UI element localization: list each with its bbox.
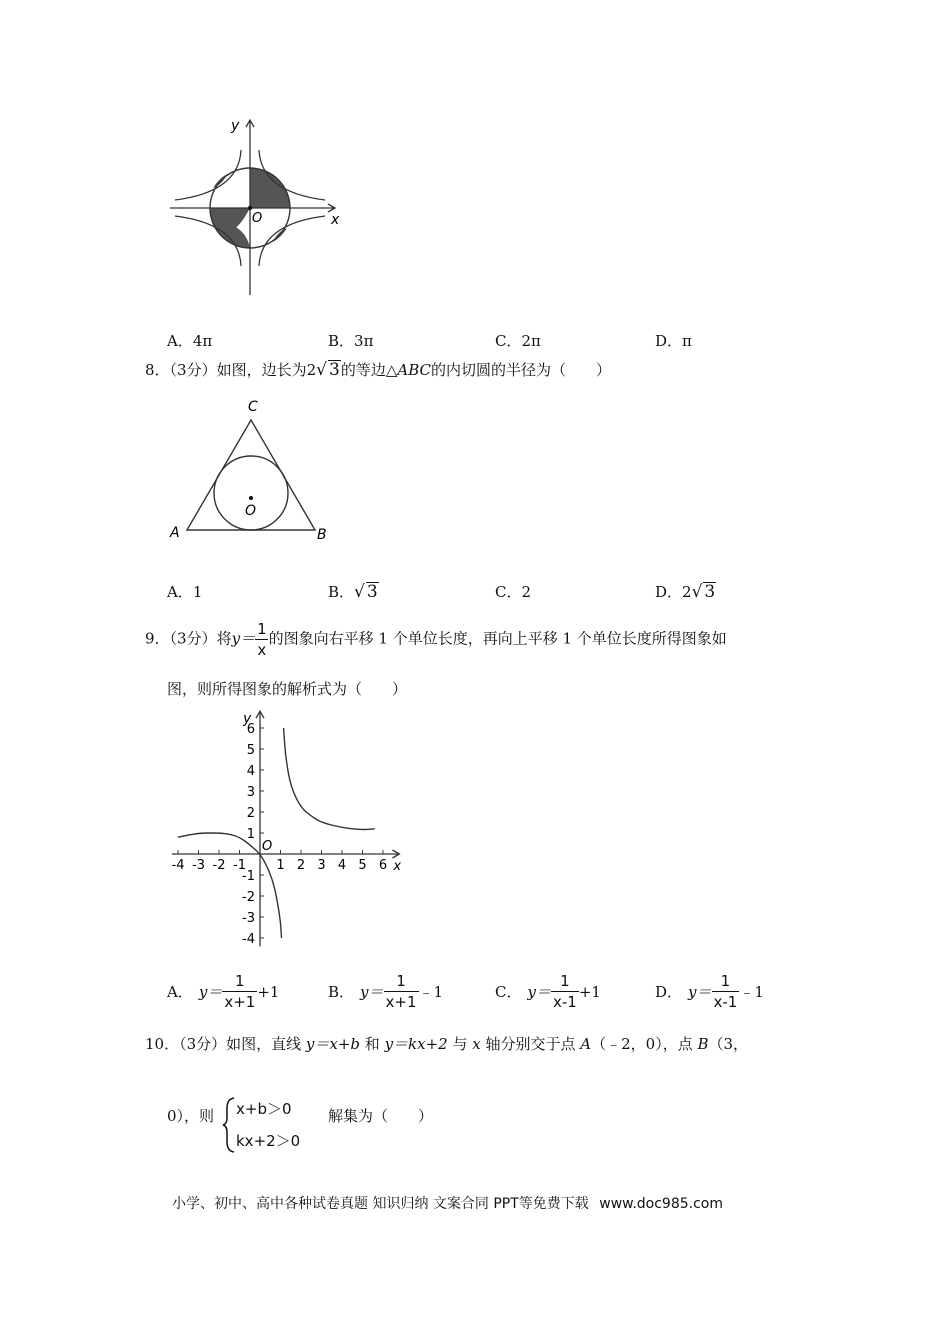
hyperbola-branch-2 xyxy=(175,150,241,200)
q8-figure-svg xyxy=(165,392,345,544)
q7-option-b[interactable]: B．3π xyxy=(328,332,374,350)
curve-branch-2 xyxy=(284,728,375,830)
q8-option-c[interactable]: C．2 xyxy=(495,583,532,601)
y-tick-label: -2 xyxy=(242,890,255,905)
x-tick-label: -1 xyxy=(233,858,246,873)
q9-option-a[interactable]: A． y＝ $\frac{1}{x+1}$ +1 xyxy=(167,972,280,1011)
q8-option-a[interactable]: A．1 xyxy=(167,583,203,601)
y-tick-label: 2 xyxy=(246,806,255,821)
q8-option-b[interactable]: B．√ 3 xyxy=(328,582,378,602)
q8-figure xyxy=(165,392,345,544)
x-tick-label: -3 xyxy=(192,858,205,873)
q10-stem-line2-prefix: 0），则 xyxy=(167,1107,215,1125)
label-o: O xyxy=(245,503,257,519)
q10-stem-line2-suffix: 解集为（ ） xyxy=(328,1107,434,1125)
hyperbola-branch-3 xyxy=(259,216,325,266)
q9-stem-line1: 9．（3分）将y＝ $\frac{1}{x}$ 的图象向右平移 1 个单位长度，再向上平移 1 个单位长度所得图象如 xyxy=(145,620,727,659)
y-tick-label: 3 xyxy=(246,785,255,800)
label-b: B xyxy=(317,527,327,543)
y-tick-label: -1 xyxy=(242,869,255,884)
q9-option-c[interactable]: C． y＝ $\frac{1}{x-1}$ +1 xyxy=(495,972,601,1011)
system-inequality-1: x+b＞0 xyxy=(236,1100,292,1118)
x-tick-label: 5 xyxy=(358,858,367,873)
sqrt-3: √ 3 xyxy=(316,360,340,380)
y-axis-label: y xyxy=(243,711,252,728)
x-axis-label: x xyxy=(331,212,340,228)
q9-option-b[interactable]: B． y＝ $\frac{1}{x+1}$ ﹣1 xyxy=(328,972,444,1011)
origin-label: O xyxy=(262,839,273,854)
label-c: C xyxy=(248,399,258,415)
footer-text: 小学、初中、高中各种试卷真题 知识归纳 文案合同 PPT等免费下载 xyxy=(172,1196,589,1212)
system-brace xyxy=(222,1096,236,1154)
y-tick-label: -4 xyxy=(242,932,255,947)
system-inequality-2: kx+2＞0 xyxy=(236,1132,301,1150)
q9-stem-line2: 图，则所得图象的解析式为（ ） xyxy=(167,680,408,698)
q7-option-c[interactable]: C．2π xyxy=(495,332,541,350)
footer-site-link[interactable]: www.doc985.com xyxy=(599,1196,723,1212)
q9-chart-svg xyxy=(160,702,410,952)
x-tick-label: 1 xyxy=(276,858,285,873)
x-tick-label: 3 xyxy=(317,858,326,873)
x-tick-label: 4 xyxy=(337,858,347,873)
y-tick-label: 6 xyxy=(246,722,255,737)
origin-label: O xyxy=(252,211,263,226)
q7-option-a[interactable]: A．4π xyxy=(167,332,213,350)
q7-figure xyxy=(165,110,350,300)
y-tick-label: -3 xyxy=(242,911,255,926)
y-tick-label: 5 xyxy=(246,743,255,758)
q7-option-d[interactable]: D．π xyxy=(655,332,692,350)
x-tick-label: -2 xyxy=(212,858,226,873)
q8-stem: 8．（3分）如图，边长为2√ 3的等边△ABC的内切圆的半径为（ ） xyxy=(145,360,612,380)
footer xyxy=(172,1193,723,1213)
y-tick-label: 4 xyxy=(246,764,255,779)
q9-chart xyxy=(160,702,410,952)
fraction-1-over-x: $\frac{1}{x}$ xyxy=(257,620,267,659)
label-a: A xyxy=(170,525,180,541)
x-axis-label: x xyxy=(393,859,402,874)
q7-figure-svg xyxy=(165,110,350,300)
q10-stem-line1: 10．（3分）如图，直线 y＝x+b 和 y＝kx+2 与 x 轴分别交于点 A（﹣2，0），点 B（3， xyxy=(145,1035,749,1053)
x-tick-label: 6 xyxy=(378,858,388,873)
x-tick-label: -4 xyxy=(171,858,185,873)
q9-option-d[interactable]: D． y＝ $\frac{1}{x-1}$ ﹣1 xyxy=(655,972,764,1011)
y-axis-label: y xyxy=(231,118,240,134)
x-tick-label: 2 xyxy=(296,858,306,873)
q8-option-d[interactable]: D．2√ 3 xyxy=(655,582,716,602)
y-tick-label: 1 xyxy=(246,827,255,842)
